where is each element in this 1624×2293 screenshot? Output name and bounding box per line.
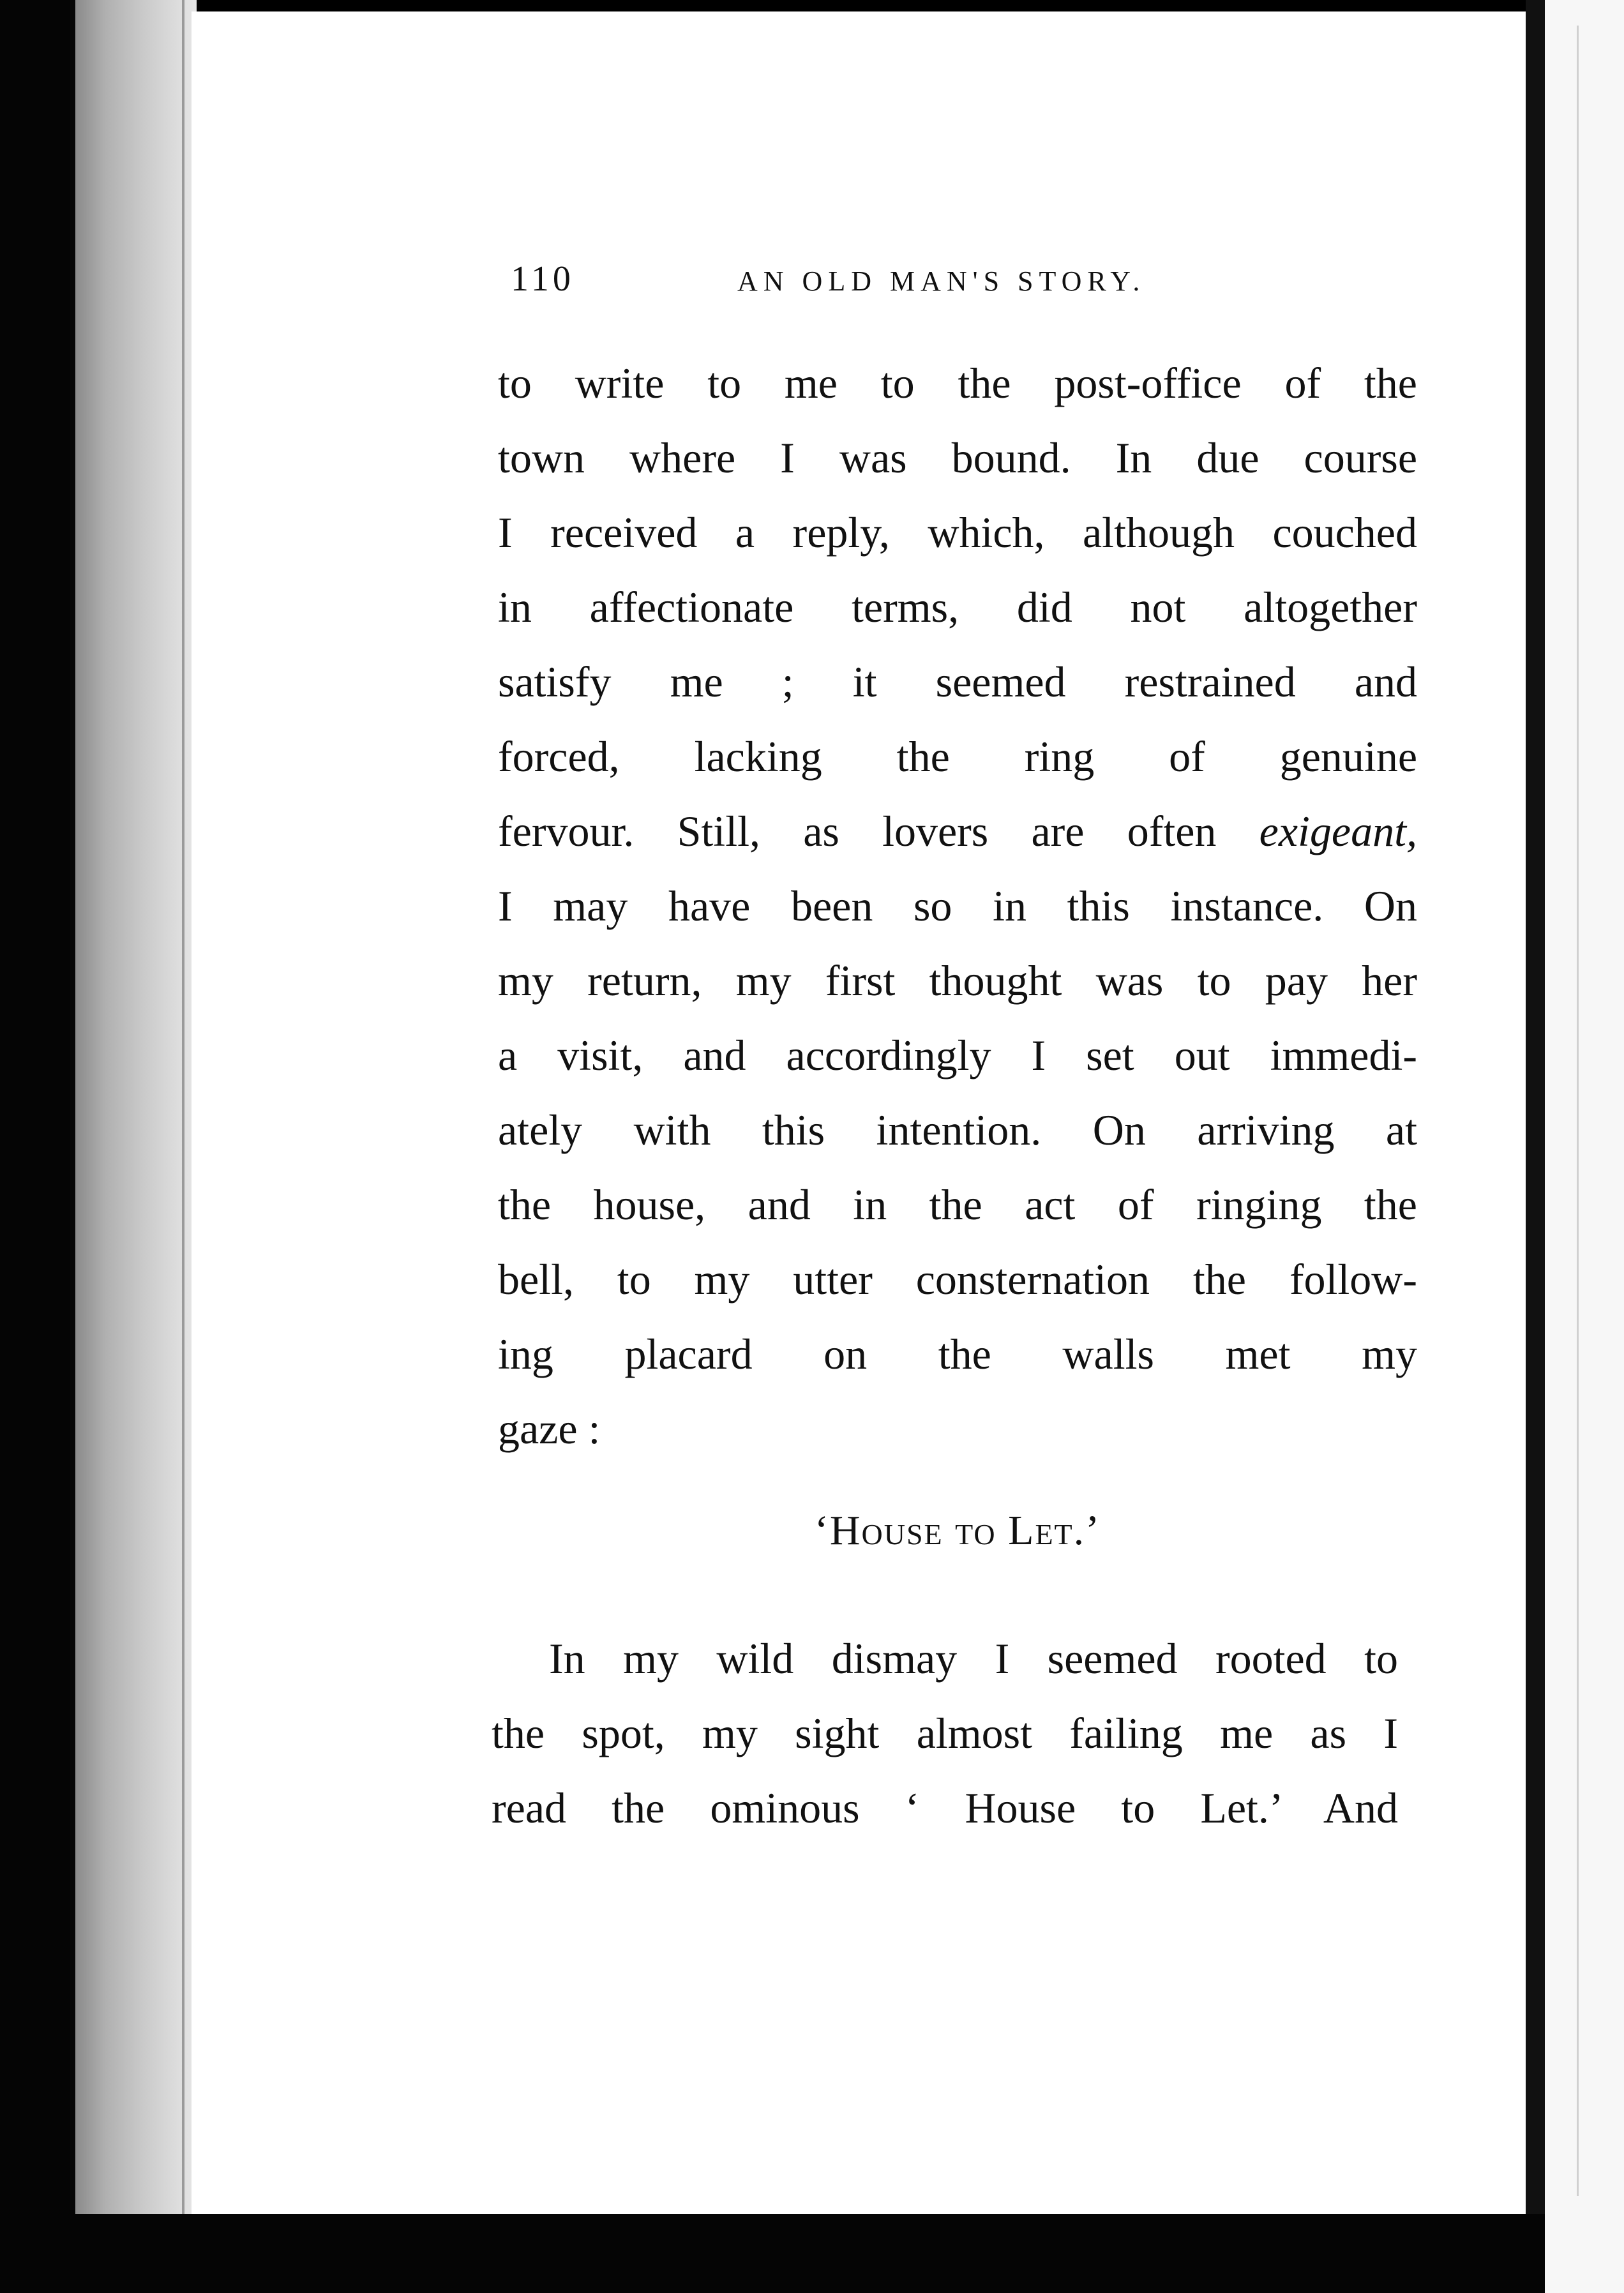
text-fragment: fervour. Still, as lovers are often [498,807,1217,855]
text-line: town where I was bound. In due course [498,433,1417,482]
text-line: ately with this intention. On arriving at [498,1106,1417,1154]
gutter-edge-line [182,0,184,2234]
text-line: I received a reply, which, although couched [498,508,1417,557]
adjacent-page-edge [1545,0,1624,2293]
text-line: a visit, and accordingly I set out immedi- [498,1031,1417,1079]
text-line: ing placard on the walls met my [498,1330,1417,1378]
scan-border-bottom [0,2214,1545,2293]
paragraph-2 [492,1621,1398,1846]
text-line: read the ominous ‘ House to Let.’ And [492,1784,1398,1832]
text-line: in affectionate terms, did not altogether [498,583,1417,631]
text-line: the spot, my sight almost failing me as I [492,1709,1398,1757]
page-number: 110 [511,259,575,299]
page-gutter [75,0,197,2234]
adjacent-page-line [1577,26,1579,2196]
italic-word: exigeant, [1259,807,1418,855]
text-line: the house, and in the act of ringing the [498,1180,1417,1229]
paragraph-1 [498,346,1417,1466]
text-line: gaze : [498,1404,601,1453]
placard-text: ‘House to Let.’ [814,1507,1101,1554]
text-line: satisfy me ; it seemed restrained and [498,658,1417,706]
text-line: forced, lacking the ring of genuine [498,732,1417,781]
running-title: AN OLD MAN'S STORY. [737,266,1146,297]
text-line: I may have been so in this instance. On [498,882,1417,930]
scan-border-left [0,0,75,2293]
placard-heading [498,1507,1417,1555]
text-line: In my wild dismay I seemed rooted to [549,1634,1398,1683]
scan-border-right [1526,0,1545,2234]
text-line: to write to me to the post-office of the [498,359,1417,407]
running-header [511,259,1296,316]
text-line: bell, to my utter consternation the follow- [498,1255,1417,1304]
text-line-with-italic [498,794,1417,869]
text-line: my return, my first thought was to pay her [498,956,1417,1005]
